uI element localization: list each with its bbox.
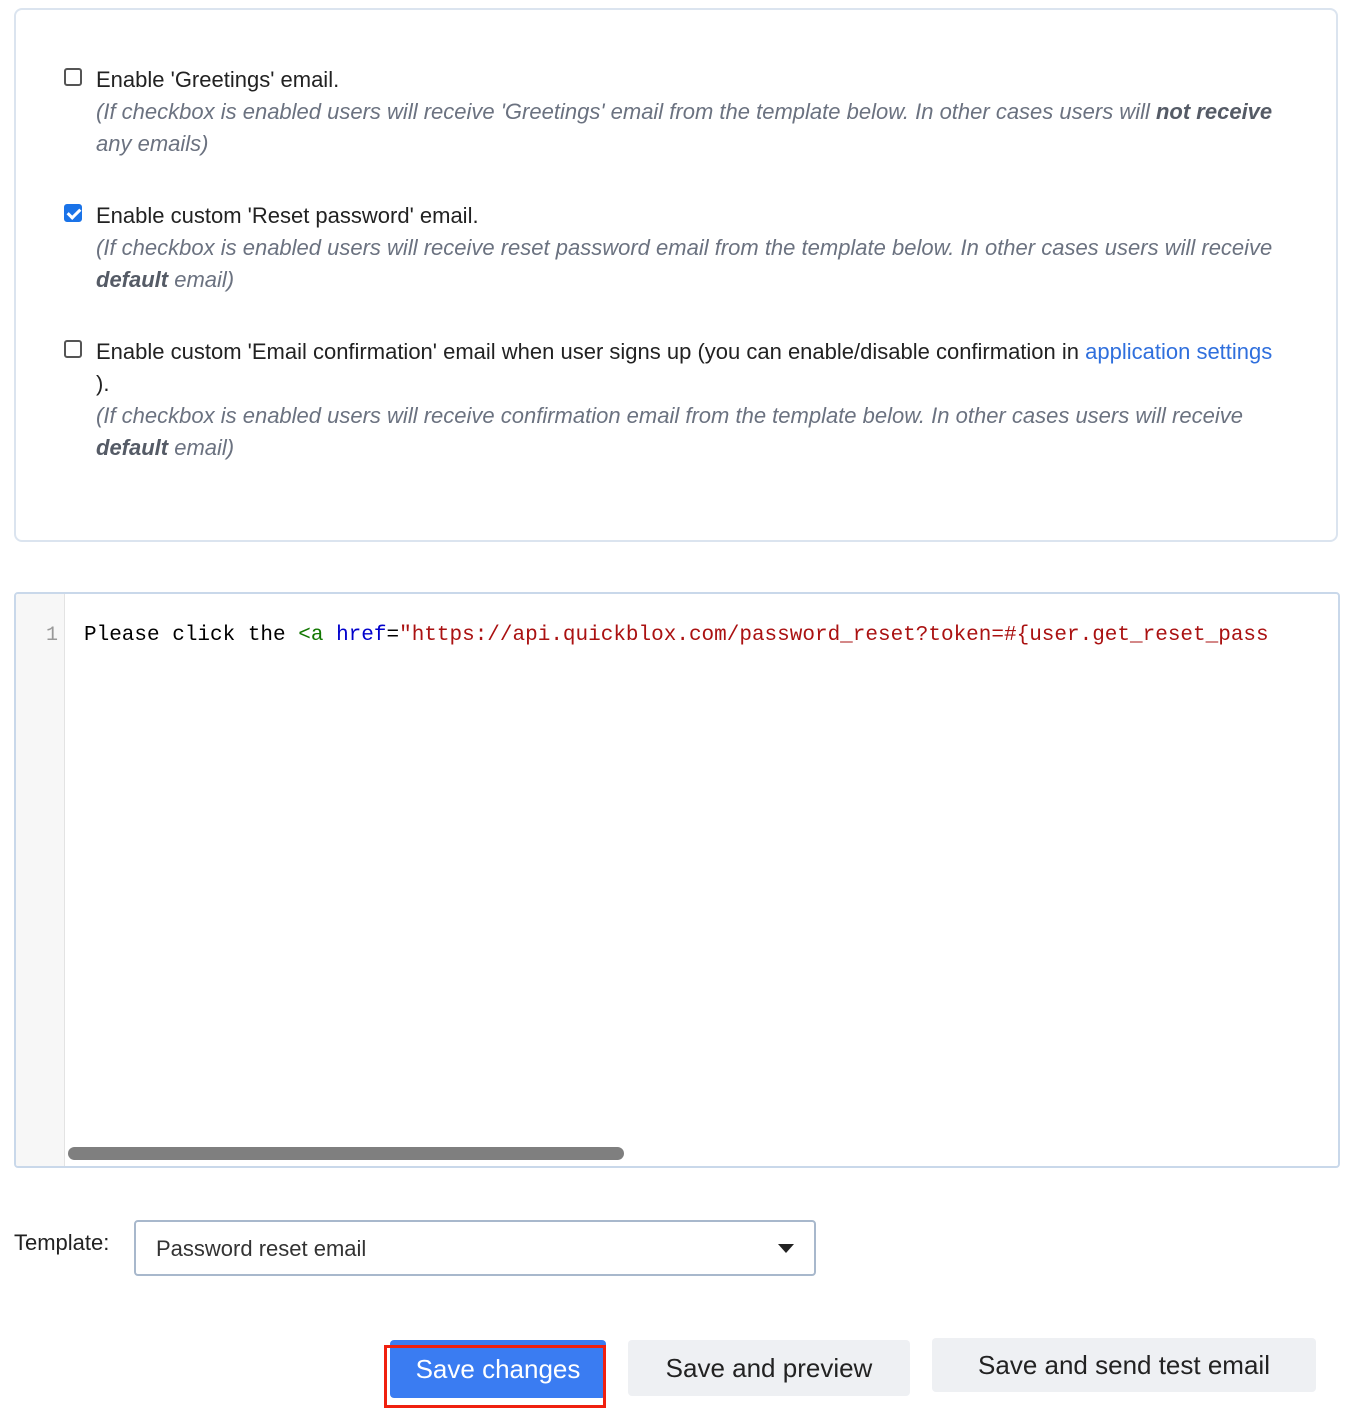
greetings-hint: (If checkbox is enabled users will receive 'Greetings' email from the template below. In other cases users will not receive any emails) bbox=[96, 99, 1273, 156]
line-number-gutter bbox=[16, 594, 65, 1166]
option-greetings bbox=[64, 64, 1284, 160]
reset-password-checkbox[interactable] bbox=[64, 204, 82, 222]
template-select[interactable] bbox=[134, 1220, 816, 1276]
template-label: Template: bbox=[14, 1230, 110, 1255]
greetings-checkbox[interactable] bbox=[64, 68, 82, 86]
template-code-editor[interactable] bbox=[14, 592, 1340, 1168]
caret-down-icon bbox=[778, 1244, 794, 1253]
email-confirmation-checkbox[interactable] bbox=[64, 340, 82, 358]
application-settings-link[interactable]: application settings bbox=[1085, 339, 1273, 364]
line-number: 1 bbox=[45, 624, 58, 647]
reset-password-hint: (If checkbox is enabled users will receive reset password email from the template below. In other cases users will receive default email) bbox=[96, 235, 1273, 292]
email-confirmation-label: Enable custom 'Email confirmation' email when user signs up (you can enable/disable confirmation in application settings ). bbox=[96, 339, 1273, 396]
save-and-send-test-email-button[interactable]: Save and send test email bbox=[932, 1338, 1316, 1392]
option-reset-password bbox=[64, 200, 1284, 296]
template-selected-value: Password reset email bbox=[156, 1236, 367, 1261]
save-changes-button[interactable]: Save changes bbox=[390, 1340, 606, 1398]
option-email-confirmation bbox=[64, 336, 1284, 464]
email-confirmation-hint: (If checkbox is enabled users will receive confirmation email from the template below. In other cases users will receive default email) bbox=[96, 403, 1243, 460]
greetings-label: Enable 'Greetings' email. bbox=[96, 67, 340, 92]
reset-password-label: Enable custom 'Reset password' email. bbox=[96, 203, 479, 228]
code-line[interactable]: Please click the <a href="https://api.quickblox.com/password_reset?token=#{user.get_reset_pass bbox=[84, 624, 1269, 647]
horizontal-scrollbar[interactable] bbox=[68, 1147, 624, 1160]
save-and-preview-button[interactable]: Save and preview bbox=[628, 1340, 910, 1396]
email-options-card bbox=[14, 8, 1338, 542]
